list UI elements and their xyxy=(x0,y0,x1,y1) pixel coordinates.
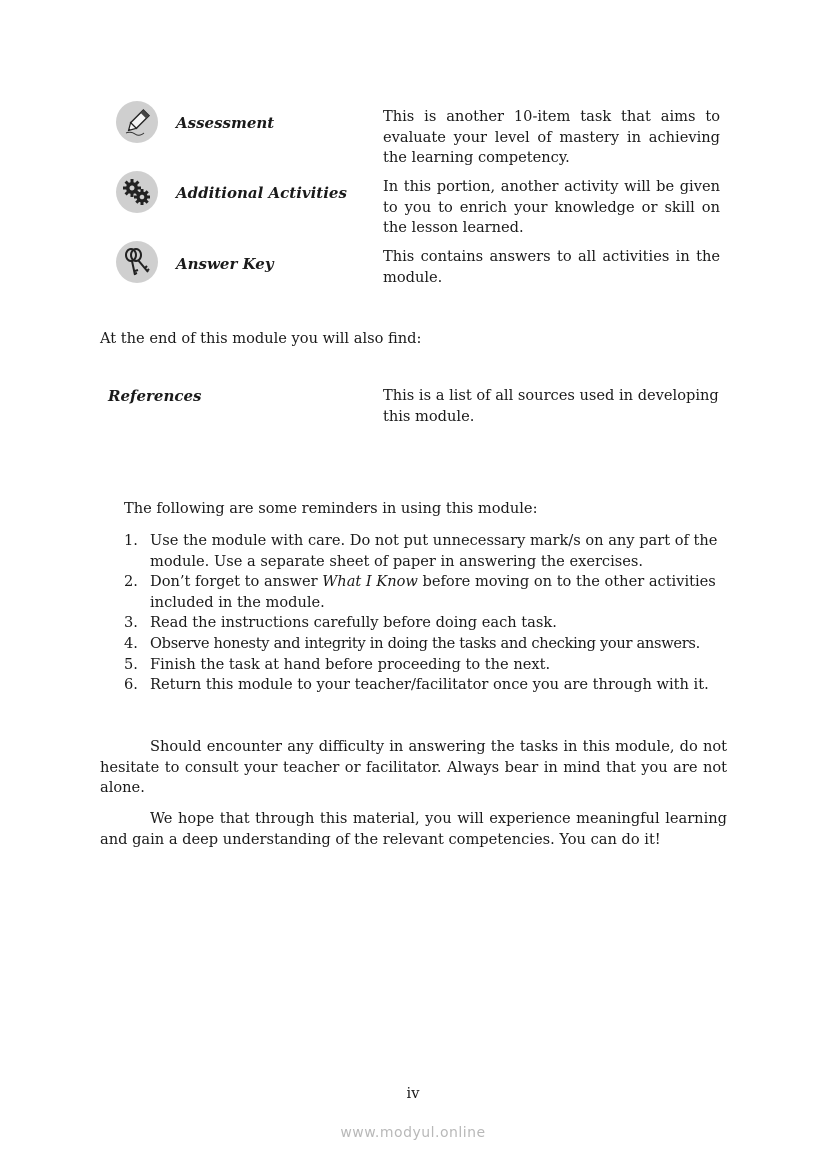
reminder-item xyxy=(124,613,734,634)
reminder-item xyxy=(124,531,734,572)
keys-icon xyxy=(116,241,158,283)
references-label: References xyxy=(108,387,202,405)
feature-description: This is another 10-item task that aims to evaluate your level of mastery in achieving the learning competency. xyxy=(383,108,720,167)
reminder-number: 2. xyxy=(124,573,138,591)
watermark: www.modyul.online xyxy=(340,1125,486,1141)
reminder-text-post: before moving on to the other activities included in the module. xyxy=(150,573,716,611)
reminder-text: Finish the task at hand before proceeding to the next. xyxy=(150,655,551,673)
end-intro-text: At the end of this module you will also find: xyxy=(100,330,422,347)
reminder-text: Return this module to your teacher/facilitator once you are through with it. xyxy=(150,676,709,694)
closing-paragraph-2: We hope that through this material, you will experience meaningful learning and gain a deep understanding of the relevant competencies. You can do it! xyxy=(100,810,727,848)
feature-label: Additional Activities xyxy=(176,184,347,202)
feature-label: Assessment xyxy=(176,114,275,132)
reminders-intro: The following are some reminders in using this module: xyxy=(124,500,538,517)
reminder-item xyxy=(124,655,734,676)
reminder-number: 6. xyxy=(124,676,138,694)
reminder-item xyxy=(124,572,734,613)
reminder-text: Read the instructions carefully before doing each task. xyxy=(150,614,557,632)
reminder-number: 1. xyxy=(124,532,138,549)
closing-paragraph-1: Should encounter any difficulty in answering the tasks in this module, do not hesitate to consult your teacher or facilitator. Always bear in mind that you are not alone. xyxy=(100,738,727,797)
pencil-icon xyxy=(116,101,158,143)
reminder-emphasis: What I Know xyxy=(322,573,418,591)
feature-label: Answer Key xyxy=(176,255,274,273)
feature-description: In this portion, another activity will be given to you to enrich your knowledge or skill on the lesson learned. xyxy=(383,178,720,237)
references-description: This is a list of all sources used in developing this module. xyxy=(383,387,719,425)
reminder-item xyxy=(124,634,734,655)
feature-description: This contains answers to all activities in the module. xyxy=(383,248,720,286)
reminder-item xyxy=(124,675,734,696)
reminder-text: Use the module with care. Do not put unnecessary mark/s on any part of the module. Use a separate sheet of paper in answering the exercises. xyxy=(150,532,718,570)
gears-icon xyxy=(116,171,158,213)
reminder-text-pre: Don’t forget to answer xyxy=(150,573,323,591)
page-number: iv xyxy=(406,1085,420,1102)
reminders-list xyxy=(124,531,734,696)
reminder-number: 3. xyxy=(124,614,138,632)
reminder-number: 4. xyxy=(124,634,138,652)
reminder-number: 5. xyxy=(124,655,138,673)
reminder-text: Observe honesty and integrity in doing the tasks and checking your answers. xyxy=(150,634,700,652)
